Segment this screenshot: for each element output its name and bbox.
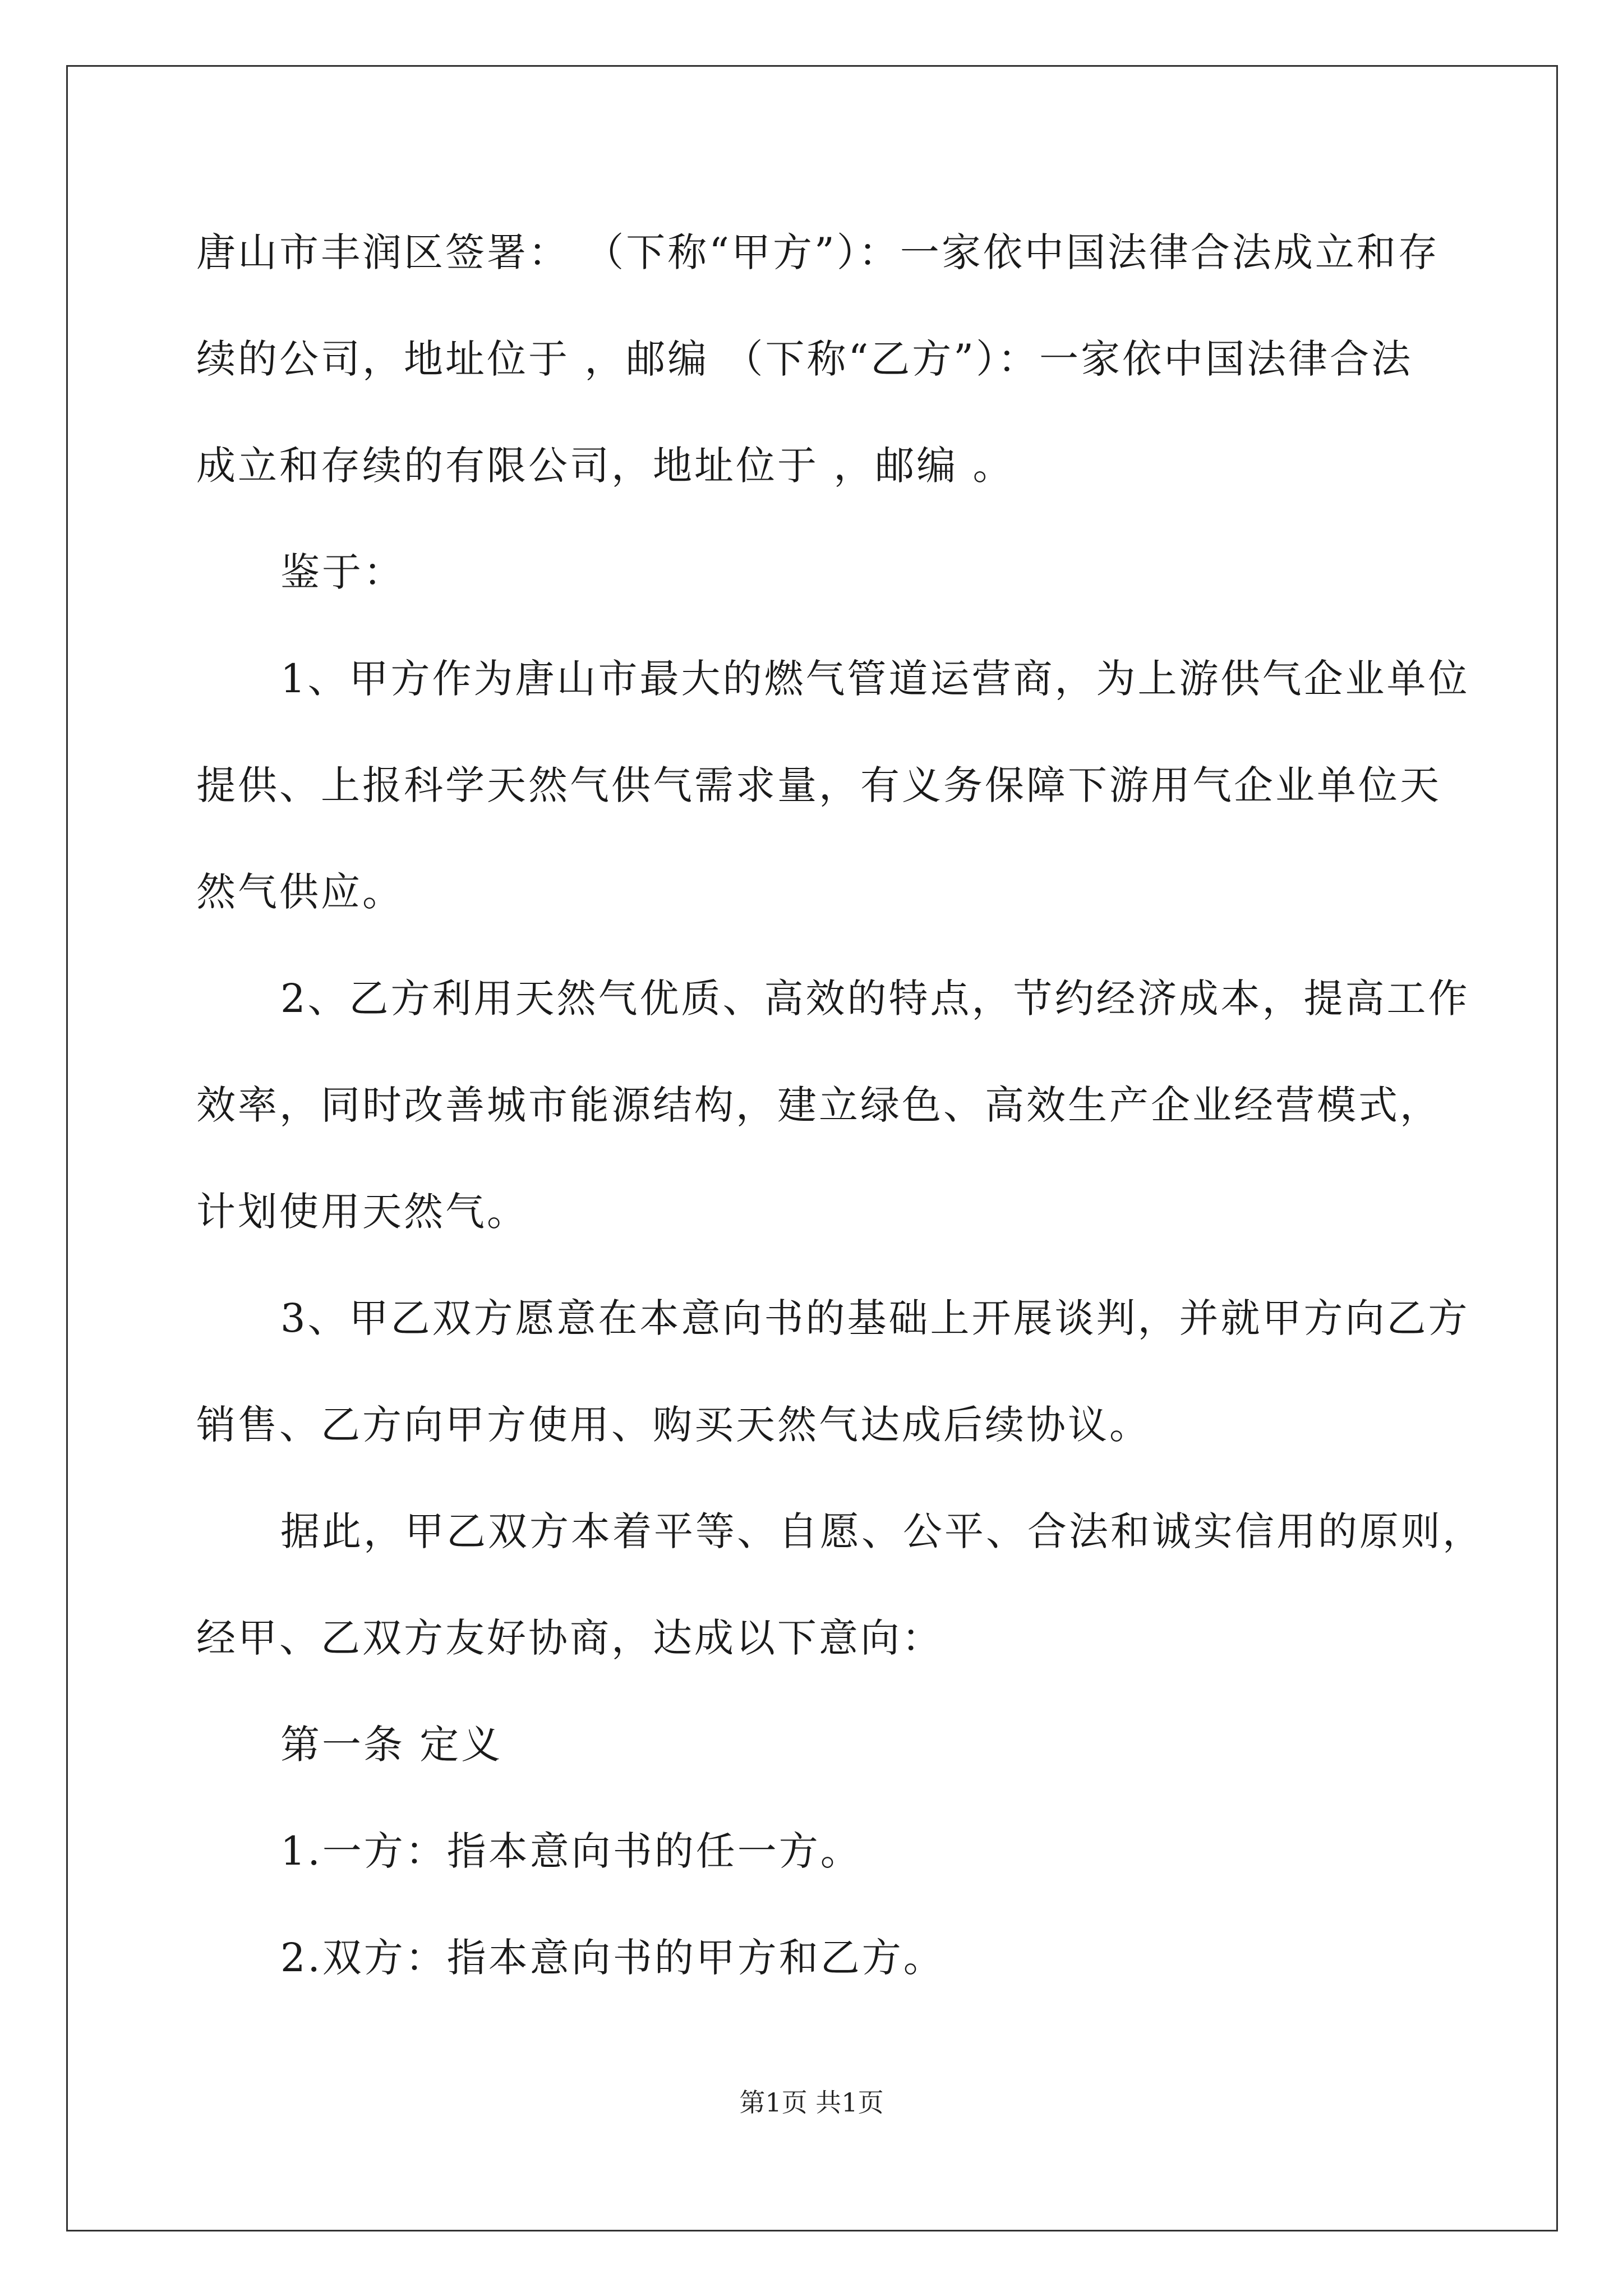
text-line: 第一条 定义 [280, 1722, 503, 1768]
text-line: 经甲、乙双方友好协商，达成以下意向： [196, 1615, 943, 1661]
text-line: 计划使用天然气。 [196, 1189, 528, 1235]
page-footer: 第1页 共1页 [739, 2087, 884, 2118]
text-line: 3、甲乙双方愿意在本意向书的基础上开展谈判，并就甲方向乙方 [280, 1295, 1470, 1341]
text-line: 效率，同时改善城市能源结构，建立绿色、高效生产企业经营模式， [196, 1082, 1441, 1128]
text-line: 唐山市丰润区签署： （下称“甲方”）：一家依中国法律合法成立和存 [196, 229, 1440, 275]
text-line: 然气供应。 [196, 869, 404, 915]
text-line: 续的公司，地址位于 ，邮编 （下称“乙方”）：一家依中国法律合法 [196, 336, 1413, 382]
text-line: 据此，甲乙双方本着平等、自愿、公平、合法和诚实信用的原则， [280, 1508, 1484, 1554]
text-line: 2.双方：指本意向书的甲方和乙方。 [280, 1935, 945, 1981]
text-line: 1.一方：指本意向书的任一方。 [280, 1828, 862, 1874]
text-line: 2、乙方利用天然气优质、高效的特点，节约经济成本，提高工作 [280, 976, 1470, 1022]
document-body [196, 199, 1484, 2011]
text-line: 提供、上报科学天然气供气需求量，有义务保障下游用气企业单位天 [196, 762, 1441, 808]
text-line: 销售、乙方向甲方使用、购买天然气达成后续协议。 [196, 1402, 1151, 1448]
text-line: 鉴于： [280, 549, 405, 595]
text-line: 成立和存续的有限公司，地址位于 ，邮编 。 [196, 443, 1015, 489]
text-line: 1、甲方作为唐山市最大的燃气管道运营商，为上游供气企业单位 [280, 656, 1470, 702]
